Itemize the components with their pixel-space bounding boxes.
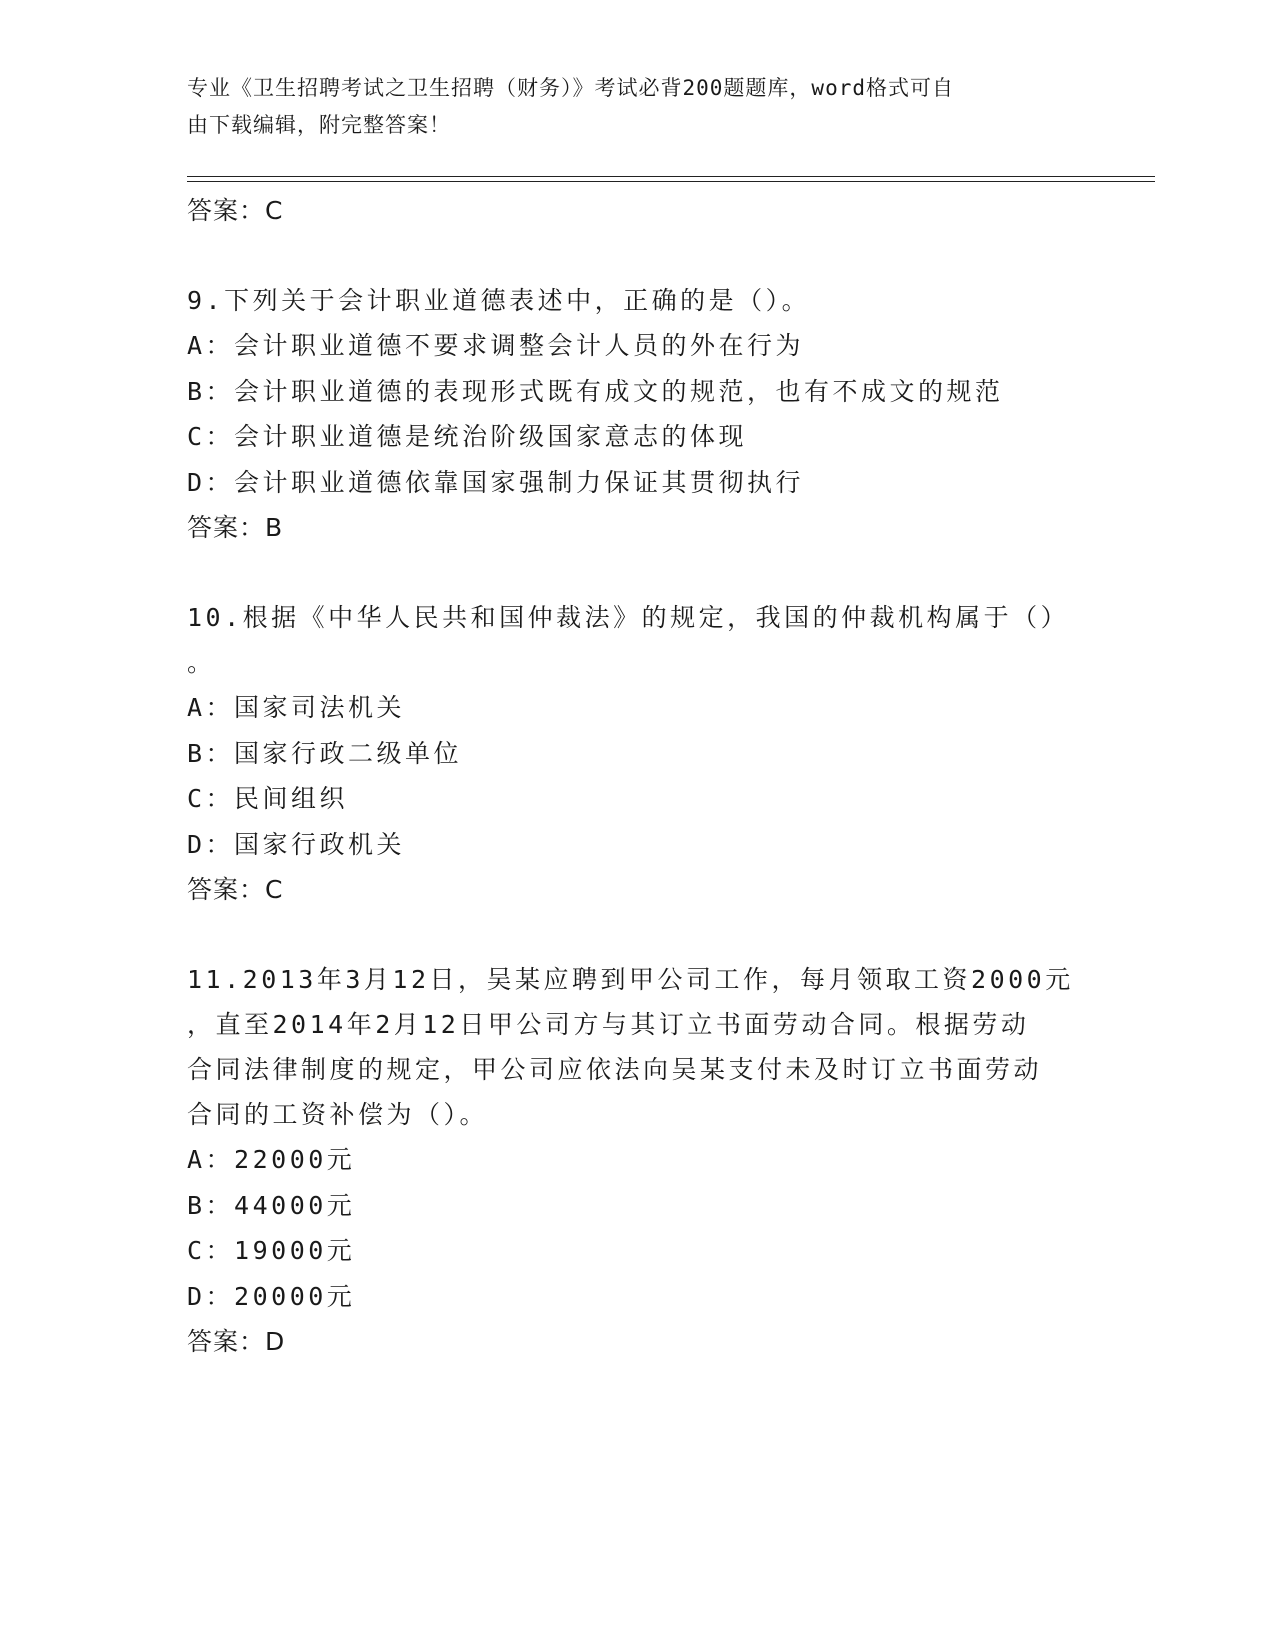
document-body: [187, 188, 1087, 1365]
answer-line: 答案：B: [187, 513, 284, 542]
question-text-continued: 合同的工资补偿为（）。: [187, 1100, 489, 1129]
option-c: C：19000元: [187, 1236, 356, 1265]
header-divider-top: [187, 176, 1155, 177]
option-c: C：民间组织: [187, 784, 349, 813]
question-10: [187, 595, 1087, 913]
option-a: A：会计职业道德不要求调整会计人员的外在行为: [187, 331, 805, 360]
question-text-continued: 合同法律制度的规定，甲公司应依法向吴某支付未及时订立书面劳动: [187, 1055, 1043, 1084]
option-d: D：20000元: [187, 1281, 356, 1311]
question-text: 9.下列关于会计职业道德表述中，正确的是（）。: [187, 286, 811, 315]
option-b: B：会计职业道德的表现形式既有成文的规范，也有不成文的规范: [187, 376, 1004, 406]
header-line-1: 专业《卫生招聘考试之卫生招聘（财务）》考试必背200题题库，word格式可自: [187, 76, 954, 100]
question-text: 11.2013年3月12日，吴某应聘到甲公司工作，每月领取工资2000元: [187, 965, 1074, 994]
question-text-continued: 。: [187, 648, 216, 677]
option-d: D：国家行政机关: [187, 829, 406, 859]
document-header: [187, 70, 1067, 144]
option-b: B：国家行政二级单位: [187, 738, 463, 768]
question-11: [187, 957, 1087, 1365]
answer-line: 答案：C: [187, 196, 284, 225]
option-c: C：会计职业道德是统治阶级国家意志的体现: [187, 422, 748, 451]
header-line-2: 由下载编辑，附完整答案！: [187, 113, 451, 137]
option-a: A：国家司法机关: [187, 693, 406, 722]
question-text-continued: ，直至2014年2月12日甲公司方与其订立书面劳动合同。根据劳动: [187, 1010, 1030, 1039]
option-a: A：22000元: [187, 1145, 356, 1174]
answer-line: 答案：C: [187, 875, 284, 904]
header-divider-bottom: [187, 181, 1155, 182]
option-d: D：会计职业道德依靠国家强制力保证其贯彻执行: [187, 467, 805, 497]
option-b: B：44000元: [187, 1190, 356, 1220]
question-text: 10.根据《中华人民共和国仲裁法》的规定，我国的仲裁机构属于（）: [187, 603, 1070, 632]
answer-line: 答案：D: [187, 1327, 286, 1356]
question-9: [187, 278, 1087, 551]
